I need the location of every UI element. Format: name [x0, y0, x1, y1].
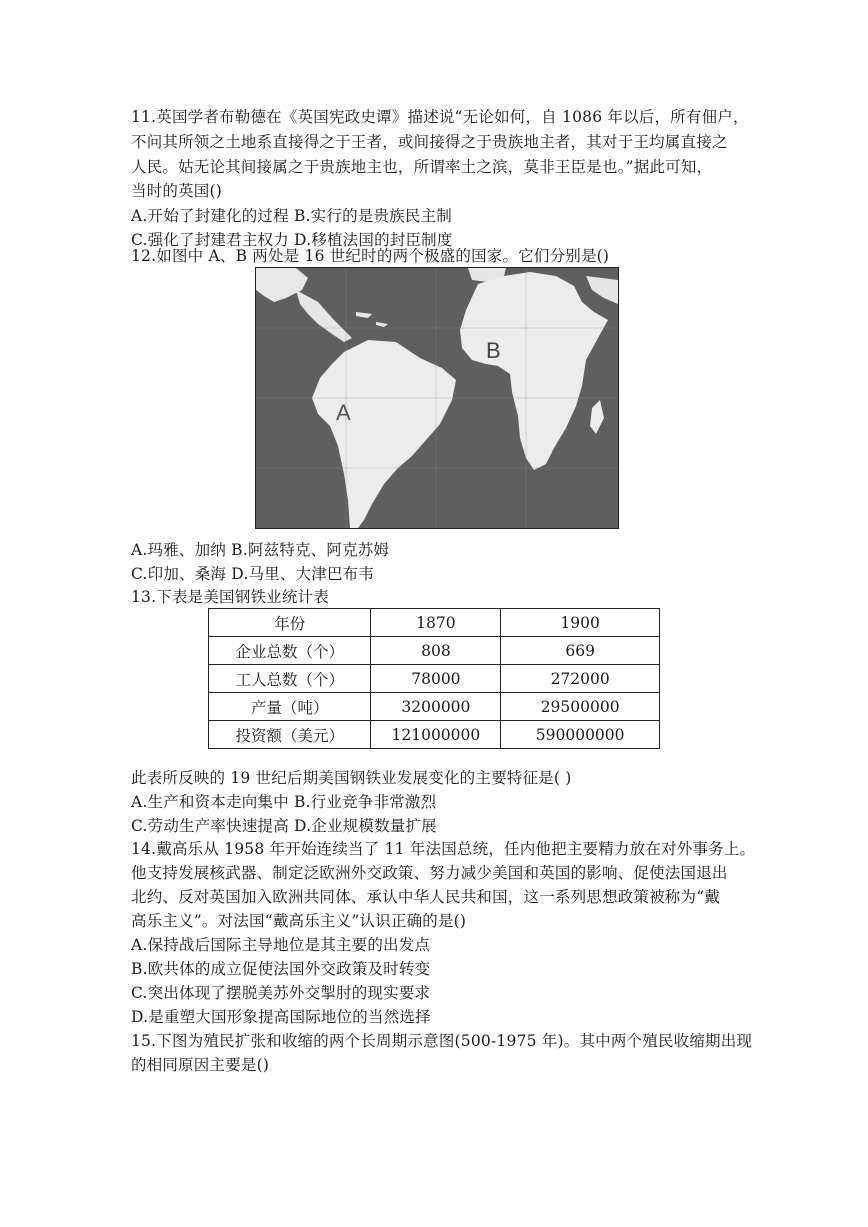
table-header-cell: 1900 — [501, 609, 660, 637]
q14-option-c: C.突出体现了摆脱美苏外交掣肘的现实要求 — [131, 984, 431, 1002]
q12-stem: 12.如图中 A、B 两处是 16 世纪时的两个极盛的国家。它们分别是() — [131, 247, 610, 265]
q11-options-cd: C.强化了封建君主权力 D.移植法国的封臣制度 — [131, 231, 453, 249]
q14-option-a: A.保持战后国际主导地位是其主要的出发点 — [131, 936, 431, 954]
q11-options-ab: A.开始了封建化的过程 B.实行的是贵族民主制 — [131, 207, 452, 225]
table-cell: 投资额（美元） — [209, 721, 371, 749]
q15-line-1: 15.下图为殖民扩张和收缩的两个长周期示意图(500-1975 年)。其中两个殖民收缩期出现 — [131, 1032, 753, 1050]
table-row — [209, 693, 660, 721]
q11-line-4: 当时的英国() — [131, 182, 222, 200]
table-cell: 272000 — [501, 665, 660, 693]
q15-line-2: 的相同原因主要是() — [131, 1056, 270, 1074]
map-label-b: B — [486, 338, 501, 363]
table-row — [209, 665, 660, 693]
q11-line-3: 人民。姑无论其间接属之于贵族地主也，所谓率土之滨，莫非王臣是也。”据此可知， — [131, 158, 713, 176]
table-cell: 669 — [501, 637, 660, 665]
table-cell: 3200000 — [371, 693, 501, 721]
table-cell: 78000 — [371, 665, 501, 693]
table-row — [209, 721, 660, 749]
table-header-cell: 年份 — [209, 609, 371, 637]
q12-options-cd: C.印加、桑海 D.马里、大津巴布韦 — [131, 565, 375, 583]
q14-option-b: B.欧共体的成立促使法国外交政策及时转变 — [131, 960, 431, 978]
q14-line-4: 高乐主义”。对法国“戴高乐主义”认识正确的是() — [131, 912, 467, 930]
table-cell: 121000000 — [371, 721, 501, 749]
table-row — [209, 637, 660, 665]
table-cell: 企业总数（个） — [209, 637, 371, 665]
q12-options-ab: A.玛雅、加纳 B.阿兹特克、阿克苏姆 — [131, 541, 390, 559]
q11-line-2: 不问其所领之土地系直接得之于王者，或间接得之于贵族地主者，其对于王均属直接之 — [131, 133, 728, 151]
table-header-cell: 1870 — [371, 609, 501, 637]
q14-line-2: 他支持发展核武器、制定泛欧洲外交政策、努力减少美国和英国的影响、促使法国退出 — [131, 864, 728, 882]
table-cell: 工人总数（个） — [209, 665, 371, 693]
q13-options-ab: A.生产和资本走向集中 B.行业竞争非常激烈 — [131, 793, 437, 811]
steel-industry-table — [208, 608, 660, 749]
q14-line-3: 北约、反对英国加入欧洲共同体、承认中华人民共和国，这一系列思想政策被称为“戴 — [131, 888, 721, 906]
table-cell: 产量（吨） — [209, 693, 371, 721]
map-figure — [256, 268, 618, 528]
q11-line-1: 11.英国学者布勒德在《英国宪政史谭》描述说“无论如何，自 1086 年以后，所有佃户， — [131, 108, 749, 126]
table-cell: 590000000 — [501, 721, 660, 749]
table-cell: 808 — [371, 637, 501, 665]
q14-option-d: D.是重塑大国形象提高国际地位的当然选择 — [131, 1008, 431, 1026]
table-header-row — [209, 609, 660, 637]
q14-line-1: 14.戴高乐从 1958 年开始连续当了 11 年法国总统，任内他把主要精力放在对外事务上。 — [131, 840, 756, 858]
q13-stem: 13.下表是美国钢铁业统计表 — [131, 588, 329, 606]
table-cell: 29500000 — [501, 693, 660, 721]
atlantic-map-image — [255, 267, 619, 529]
q13-question: 此表所反映的 19 世纪后期美国钢铁业发展变化的主要特征是( ) — [131, 769, 572, 787]
q13-options-cd: C.劳动生产率快速提高 D.企业规模数量扩展 — [131, 817, 437, 835]
map-label-a: A — [336, 400, 351, 425]
